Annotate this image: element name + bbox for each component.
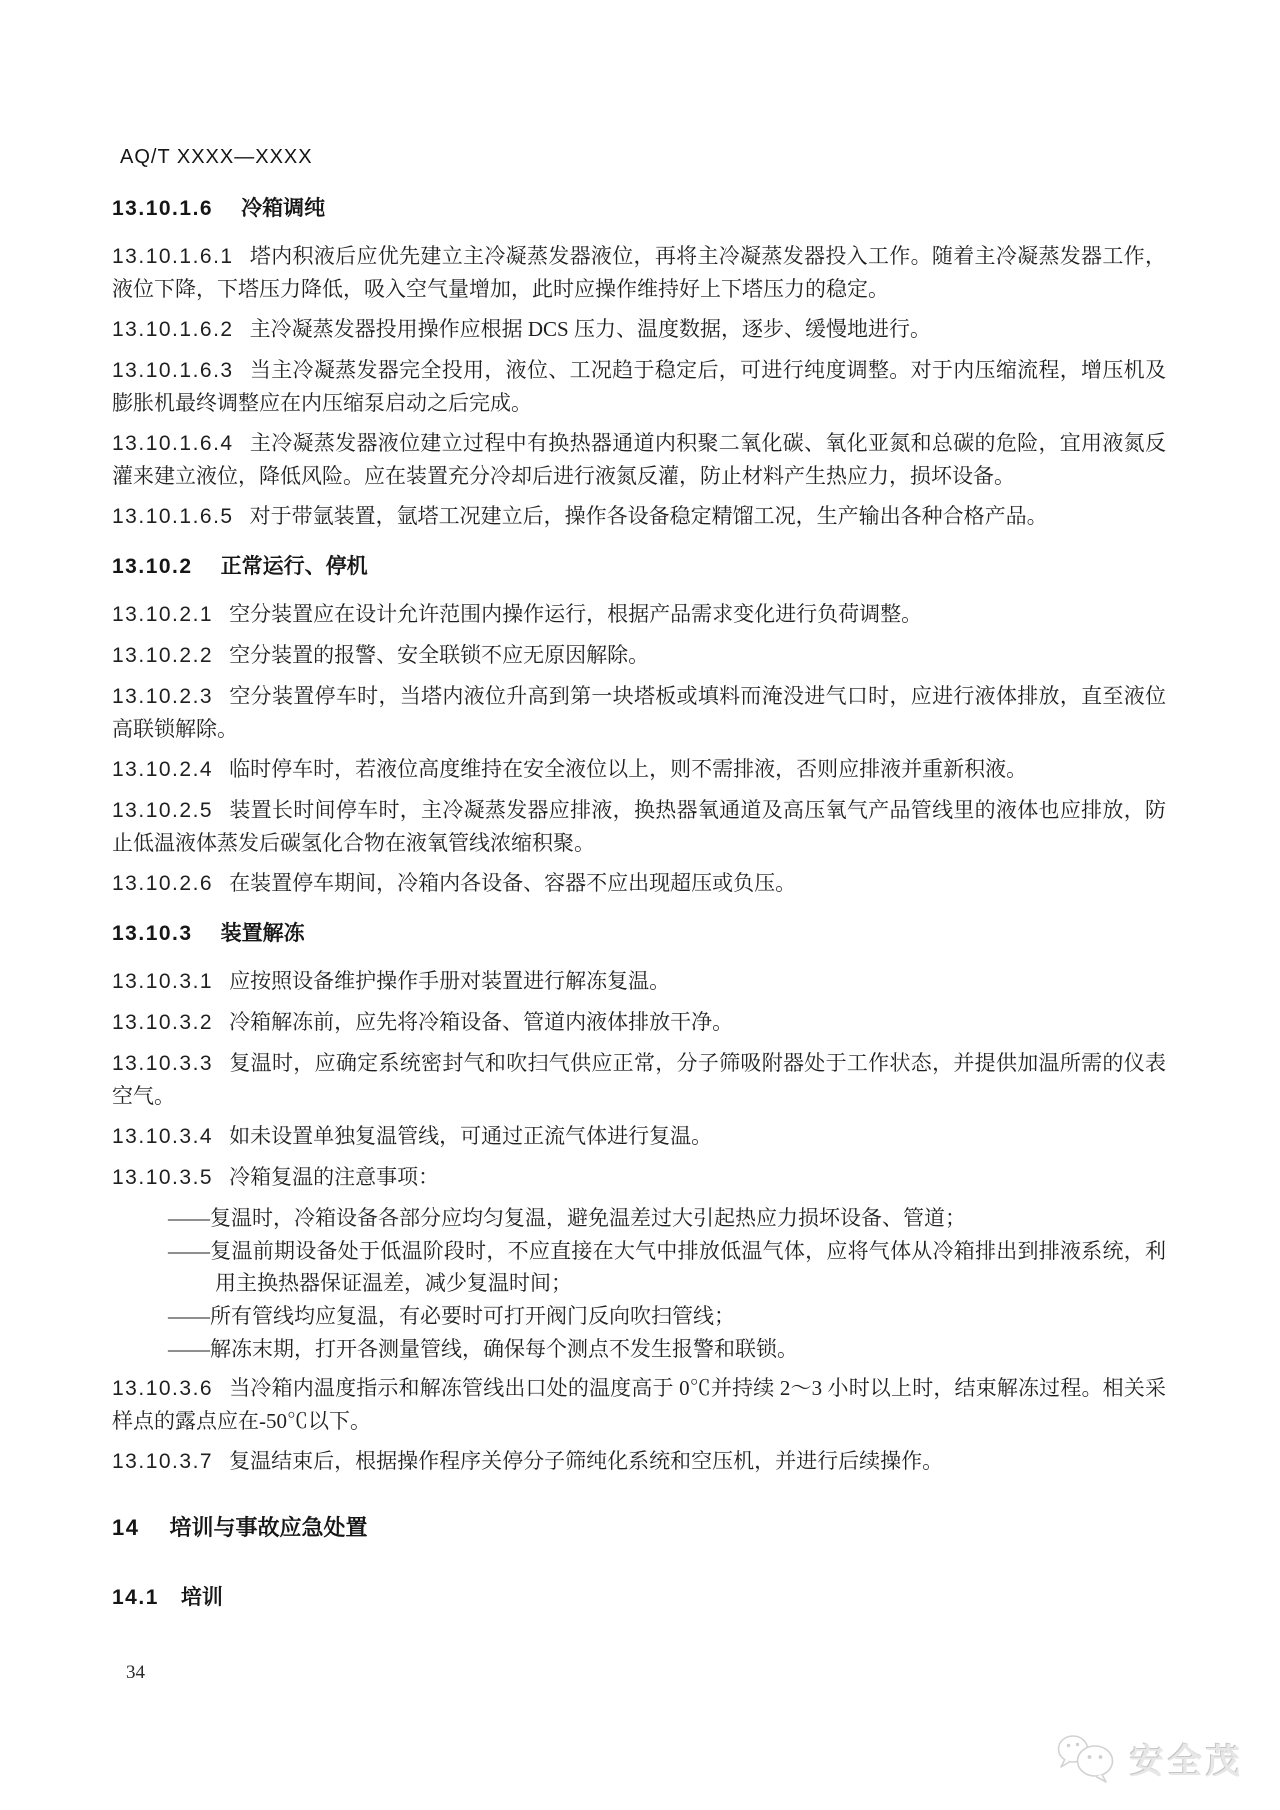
clause-paragraph bbox=[112, 1445, 1166, 1478]
clause-number: 13.10.1.6.5 bbox=[112, 505, 234, 528]
clause-paragraph bbox=[112, 965, 1166, 998]
clause-paragraph bbox=[112, 794, 1166, 859]
clause-paragraph bbox=[112, 753, 1166, 786]
clause-paragraph bbox=[112, 354, 1166, 419]
section-heading bbox=[112, 193, 1166, 225]
clause-number: 13.10.2.3 bbox=[112, 685, 214, 708]
clause-number: 13.10.3.1 bbox=[112, 970, 214, 993]
clause-number: 13.10.3.4 bbox=[112, 1125, 214, 1148]
clause-text: 复温时，应确定系统密封气和吹扫气供应正常，分子筛吸附器处于工作状态，并提供加温所需的仪表空气。 bbox=[112, 1051, 1166, 1108]
chapter-heading bbox=[112, 1512, 1166, 1544]
section-heading bbox=[112, 1582, 1166, 1614]
clause-number: 13.10.1.6.2 bbox=[112, 318, 234, 341]
clause-text: 复温结束后，根据操作程序关停分子筛纯化系统和空压机，并进行后续操作。 bbox=[229, 1449, 944, 1473]
clause-number: 13.10.2.2 bbox=[112, 644, 214, 667]
clause-number: 13.10.3.6 bbox=[112, 1377, 214, 1400]
clause-number: 13.10.1.6.3 bbox=[112, 359, 234, 382]
dash-list-item: ——复温时，冷箱设备各部分应均匀复温，避免温差过大引起热应力损坏设备、管道； bbox=[168, 1206, 966, 1230]
clause-number: 13.10.3.7 bbox=[112, 1450, 214, 1473]
clause-number: 13.10.1.6.1 bbox=[112, 245, 234, 268]
clause-paragraph bbox=[112, 598, 1166, 631]
clause-text: 在装置停车期间，冷箱内各设备、容器不应出现超压或负压。 bbox=[229, 871, 797, 895]
heading-title: 装置解冻 bbox=[220, 922, 305, 945]
clause-number: 13.10.2.4 bbox=[112, 758, 214, 781]
watermark bbox=[1056, 1732, 1244, 1784]
clause-text: 空分装置停车时，当塔内液位升高到第一块塔板或填料而淹没进气口时，应进行液体排放，直至液位高联锁解除。 bbox=[112, 684, 1166, 741]
clause-text: 主冷凝蒸发器投用操作应根据 DCS 压力、温度数据，逐步、缓慢地进行。 bbox=[249, 317, 931, 341]
clause-text: 临时停车时，若液位高度维持在安全液位以上，则不需排液，否则应排液并重新积液。 bbox=[229, 757, 1028, 781]
heading-title: 培训与事故应急处置 bbox=[169, 1515, 368, 1540]
clause-number: 13.10.1.6.4 bbox=[112, 432, 234, 455]
dash-list-item: ——所有管线均应复温，有必要时可打开阀门反向吹扫管线； bbox=[168, 1304, 735, 1328]
document-body bbox=[112, 193, 1166, 1614]
dash-list-item: ——解冻末期，打开各测量管线，确保每个测点不发生报警和联锁。 bbox=[168, 1337, 798, 1361]
standard-code-header: AQ/T XXXX—XXXX bbox=[120, 146, 313, 168]
heading-title: 正常运行、停机 bbox=[220, 555, 368, 578]
clause-text: 冷箱复温的注意事项： bbox=[229, 1165, 440, 1189]
section-heading bbox=[112, 551, 1166, 583]
clause-number: 13.10.3.5 bbox=[112, 1166, 214, 1189]
heading-title: 冷箱调纯 bbox=[241, 197, 326, 220]
clause-paragraph bbox=[112, 500, 1166, 533]
clause-number: 13.10.2.1 bbox=[112, 603, 214, 626]
clause-paragraph bbox=[112, 427, 1166, 492]
clause-text: 应按照设备维护操作手册对装置进行解冻复温。 bbox=[229, 969, 671, 993]
clause-text: 空分装置的报警、安全联锁不应无原因解除。 bbox=[229, 643, 650, 667]
clause-number: 13.10.2 bbox=[112, 555, 193, 578]
clause-number: 13.10.3.3 bbox=[112, 1052, 214, 1075]
clause-number: 13.10.3.2 bbox=[112, 1011, 214, 1034]
clause-text: 塔内积液后应优先建立主冷凝蒸发器液位，再将主冷凝蒸发器投入工作。随着主冷凝蒸发器工作，液位下降，下塔压力降低，吸入空气量增加，此时应操作维持好上下塔压力的稳定。 bbox=[112, 244, 1166, 301]
clause-number: 14 bbox=[112, 1515, 140, 1540]
clause-text: 当冷箱内温度指示和解冻管线出口处的温度高于 0℃并持续 2～3 小时以上时，结束解冻过程。相关采样点的露点应在-50℃以下。 bbox=[112, 1376, 1166, 1433]
clause-text: 装置长时间停车时，主冷凝蒸发器应排液，换热器氧通道及高压氧气产品管线里的液体也应排放，防止低温液体蒸发后碳氢化合物在液氧管线浓缩积聚。 bbox=[112, 798, 1166, 855]
clause-number: 13.10.3 bbox=[112, 922, 193, 945]
watermark-text: 安全茂 bbox=[1130, 1742, 1244, 1781]
clause-paragraph bbox=[112, 1047, 1166, 1112]
clause-paragraph bbox=[112, 1161, 1166, 1194]
clause-number: 13.10.2.5 bbox=[112, 799, 214, 822]
page-number: 34 bbox=[126, 1662, 145, 1683]
clause-text: 空分装置应在设计允许范围内操作运行，根据产品需求变化进行负荷调整。 bbox=[229, 602, 923, 626]
clause-paragraph bbox=[112, 639, 1166, 672]
clause-paragraph bbox=[112, 1372, 1166, 1437]
wechat-icon bbox=[1056, 1732, 1122, 1784]
clause-paragraph bbox=[112, 680, 1166, 745]
clause-text: 当主冷凝蒸发器完全投用，液位、工况趋于稳定后，可进行纯度调整。对于内压缩流程，增压机及膨胀机最终调整应在内压缩泵启动之后完成。 bbox=[112, 358, 1166, 415]
dash-list-item: ——复温前期设备处于低温阶段时，不应直接在大气中排放低温气体，应将气体从冷箱排出到排液系统，利用主换热器保证温差，减少复温时间； bbox=[168, 1239, 1166, 1295]
clause-text: 对于带氩装置，氩塔工况建立后，操作各设备稳定精馏工况，生产输出各种合格产品。 bbox=[249, 504, 1048, 528]
clause-text: 冷箱解冻前，应先将冷箱设备、管道内液体排放干净。 bbox=[229, 1010, 734, 1034]
clause-paragraph bbox=[112, 867, 1166, 900]
clause-number: 14.1 bbox=[112, 1586, 159, 1609]
clause-paragraph bbox=[112, 1120, 1166, 1153]
clause-text: 主冷凝蒸发器液位建立过程中有换热器通道内积聚二氧化碳、氧化亚氮和总碳的危险，宜用液氮反灌来建立液位，降低风险。应在装置充分冷却后进行液氮反灌，防止材料产生热应力，损坏设备。 bbox=[112, 431, 1166, 488]
heading-title: 培训 bbox=[180, 1586, 223, 1609]
clause-paragraph bbox=[112, 313, 1166, 346]
clause-number: 13.10.2.6 bbox=[112, 872, 214, 895]
clause-paragraph bbox=[112, 240, 1166, 305]
section-heading bbox=[112, 918, 1166, 950]
clause-number: 13.10.1.6 bbox=[112, 197, 214, 220]
document-content bbox=[112, 146, 1166, 1614]
clause-text: 如未设置单独复温管线，可通过正流气体进行复温。 bbox=[229, 1124, 713, 1148]
clause-paragraph bbox=[112, 1006, 1166, 1039]
